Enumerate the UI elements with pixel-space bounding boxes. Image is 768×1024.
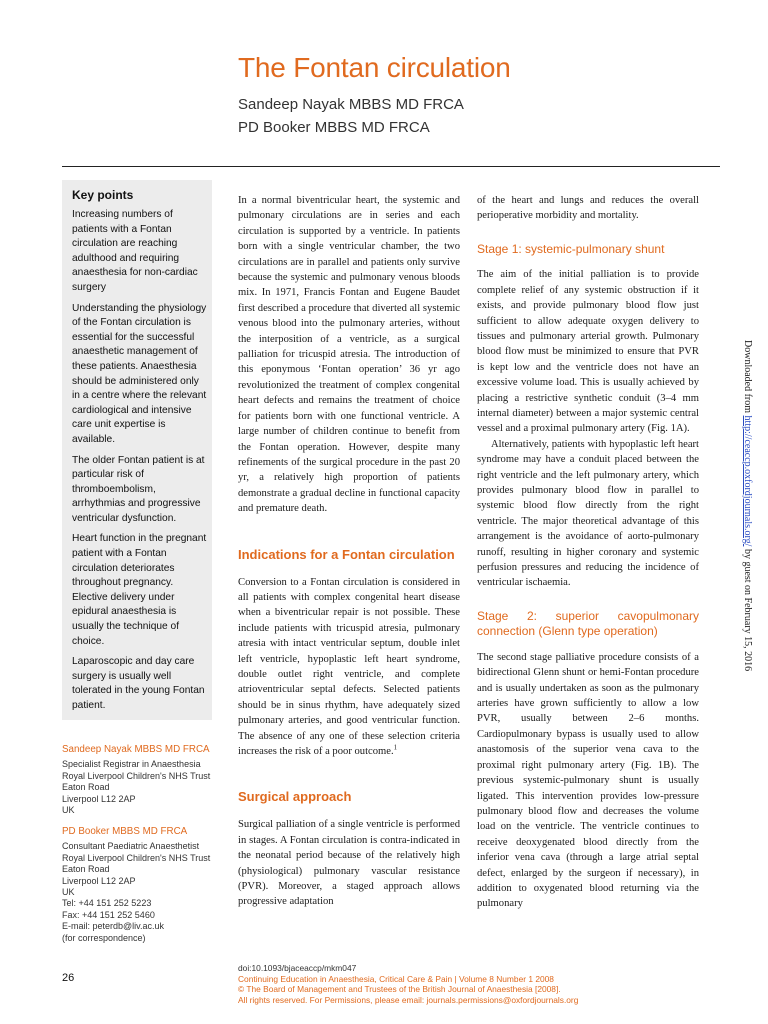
affiliation-name: PD Booker MBBS MD FRCA [62,826,188,837]
intro-paragraph: In a normal biventricular heart, the systemic and pulmonary circulations are in series and each circulation is supported by a ventricle. In patients born with a single ventricular chamber, the two circulations are in parallel and patients only survive because the systemic and pulmonary venous bloods mix. In 1971, Francis Fontan and Eugene Baudet first described a procedure that diverted all systemic venous blood into the pulmonary arteries, without the interposition of a ventricle, as a surgical palliation for tricuspid atresia. The introduction of this eponymous ‘Fontan operation’ 36 yr ago revolutionized the treatment of complex congenital heart defects and remains the treatment of choice for patients born with one functional ventricle. A large number of children continue to benefit from the Fontan operation. However, despite many refinements of the surgical procedure in the past 20 yr, a relatively high proportion of patients demonstrate a gradual decline in functional capacity and premature death. [238,195,460,515]
affiliation-nayak [62,744,232,816]
surgical-approach-paragraph: Surgical palliation of a single ventricle is performed in stages. A Fontan circulation is contra-indicated in the neonatal period because of the relatively high (physiological) pulmonary vascular resistance (PVR). Moreover, a staged approach allows progressive adaptation [238,819,460,908]
stage-2-paragraph: The second stage palliative procedure consists of a bidirectional Glenn shunt or hemi-Fontan procedure and is usually undertaken as soon as the pulmonary arteries have grown sufficiently to allow a low PVR, usually between 2–6 months. Cardiopulmonary bypass is usually used to allow anastomosis of the superior vena cava to the proximal right pulmonary artery (Fig. 1B). The previous systemic-pulmonary shunt is usually ligated. This intervention provides low-pressure pulmonary blood flow and decreases the volume load on the ventricle. The ventricle continues to receive deoxygenated blood directly from the inferior vena cava (through a large atrial septal defect, enlarged by the surgeon if necessary), in addition to oxygenated blood returning via the pulmonary [477,651,699,910]
article-title: The Fontan circulation [238,52,511,83]
footer-copyright: © The Board of Management and Trustees of the British Journal of Anaesthesia [2008]. [238,984,561,995]
indications-paragraph [238,575,460,760]
key-points-box [62,180,212,720]
affiliation-line: Fax: +44 151 252 5460 [62,909,155,920]
affiliation-line: Eaton Road [62,864,110,875]
download-watermark [739,340,759,700]
key-point-item: Understanding the physiology of the Fontan circulation is essential for the successful anaesthetic management of these patients. Anaesthesia should be administered only in a centre where the relevant cardiological and intensive care unit expertise is available. [72,302,207,445]
footer-journal: Continuing Education in Anaesthesia, Critical Care & Pain | Volume 8 Number 1 2008 [238,973,554,984]
key-point-item: Laparoscopic and day care surgery is usually well tolerated in the young Fontan patient. [72,656,205,711]
affiliation-booker [62,826,232,944]
affiliation-line: Consultant Paediatric Anaesthetist [62,841,200,852]
footer-rights: All rights reserved. For Permissions, please email: journals.permissions@oxfordjournals.org [238,994,579,1005]
affiliation-name: Sandeep Nayak MBBS MD FRCA [62,744,210,755]
body-column-1 [238,193,460,910]
affiliation-line: Liverpool L12 2AP [62,875,136,886]
continued-paragraph: of the heart and lungs and reduces the overall perioperative morbidity and mortality. [477,195,699,222]
page-number: 26 [62,972,75,984]
affiliation-line: Liverpool L12 2AP [62,793,136,804]
indications-text: Conversion to a Fontan circulation is considered in all patients with complex congenital heart disease when a biventricular repair is not possible. These include patients with tricuspid atresia, pulmonary atresia with intact ventricular septum, double inlet left ventricle, hypoplastic left heart syndrome, double outlet right ventricle, and complete atrioventricular septal defects. Selected patients should be in sinus rhythm, have adequately sized pulmonary arteries, and good ventricular function. The absence of any one of these selection criteria increases the risk of a poor outcome. [238,576,460,757]
watermark-suffix: by guest on February 15, 2016 [742,546,753,672]
download-watermark-text [742,340,753,671]
footer-doi[interactable]: doi:10.1093/bjaceaccp/mkm047 [238,963,357,973]
affiliation-email[interactable]: E-mail: peterdb@liv.ac.uk [62,921,165,932]
stage-1-paragraph-2: Alternatively, patients with hypoplastic left heart syndrome may have a conduit placed between the right ventricle and the left pulmonary artery, which provides pulmonary blood flow in parallel to systemic blood flow directly from the right ventricle. The major theoretical advantage of this arrangement is the avoidance of aorto-pulmonary runoff, resulting in higher coronary and systemic perfusion pressures and reducing the incidence of ventricular ischaemia. [477,438,699,589]
section-heading-surgical-approach: Surgical approach [238,789,352,805]
watermark-prefix: Downloaded from [742,340,753,416]
key-point-item: Heart function in the pregnant patient with a Fontan circulation deteriorates throughout pregnancy. Elective delivery under epidural anaesthesia is usually the technique of choice. [72,533,207,647]
affiliation-line: Eaton Road [62,782,110,793]
affiliation-line: Royal Liverpool Children's NHS Trust [62,770,211,781]
affiliation-line: Royal Liverpool Children's NHS Trust [62,852,211,863]
affiliation-line: UK [62,887,75,898]
stage-1-paragraph-1: The aim of the initial palliation is to provide complete relief of any systemic obstruction if it exists, and provide pulmonary blood flow just sufficient to allow adequate oxygen delivery to tissues and pulmonary arterial growth. Pulmonary blood flow must be minimized to ensure that PVR is kept low and the ventricle does not have an excessive volume load. This is usually achieved by placing a restrictive synthetic conduit (3–4 mm internal diameter) between a major systemic central vessel and a proximal pulmonary artery (Fig. 1A). [477,269,699,435]
header-divider [62,166,720,167]
watermark-link[interactable]: http://ceaccp.oxfordjournals.org/ [742,415,753,547]
key-point-item: The older Fontan patient is at particular risk of thromboembolism, arrhythmias and progressive ventricular dysfunction. [72,454,205,524]
section-heading-stage-2: Stage 2: superior cavopulmonary connection (Glenn type operation) [477,608,699,639]
author-line-2: PD Booker MBBS MD FRCA [238,119,430,136]
affiliation-line: Specialist Registrar in Anaesthesia [62,759,201,770]
key-point-item: Increasing numbers of patients with a Fontan circulation are reaching adulthood and requiring anaesthesia for non-cardiac surgery [72,209,198,293]
affiliation-line: UK [62,805,75,816]
section-heading-indications: Indications for a Fontan circulation [238,546,455,562]
affiliation-line: (for correspondence) [62,932,146,943]
footer [238,963,578,1005]
affiliation-line: Tel: +44 151 252 5223 [62,898,152,909]
body-column-2 [477,193,699,912]
author-line-1: Sandeep Nayak MBBS MD FRCA [238,96,464,113]
key-points-heading: Key points [72,188,134,202]
reference-superscript[interactable]: 1 [393,743,398,752]
section-heading-stage-1: Stage 1: systemic-pulmonary shunt [477,241,665,256]
